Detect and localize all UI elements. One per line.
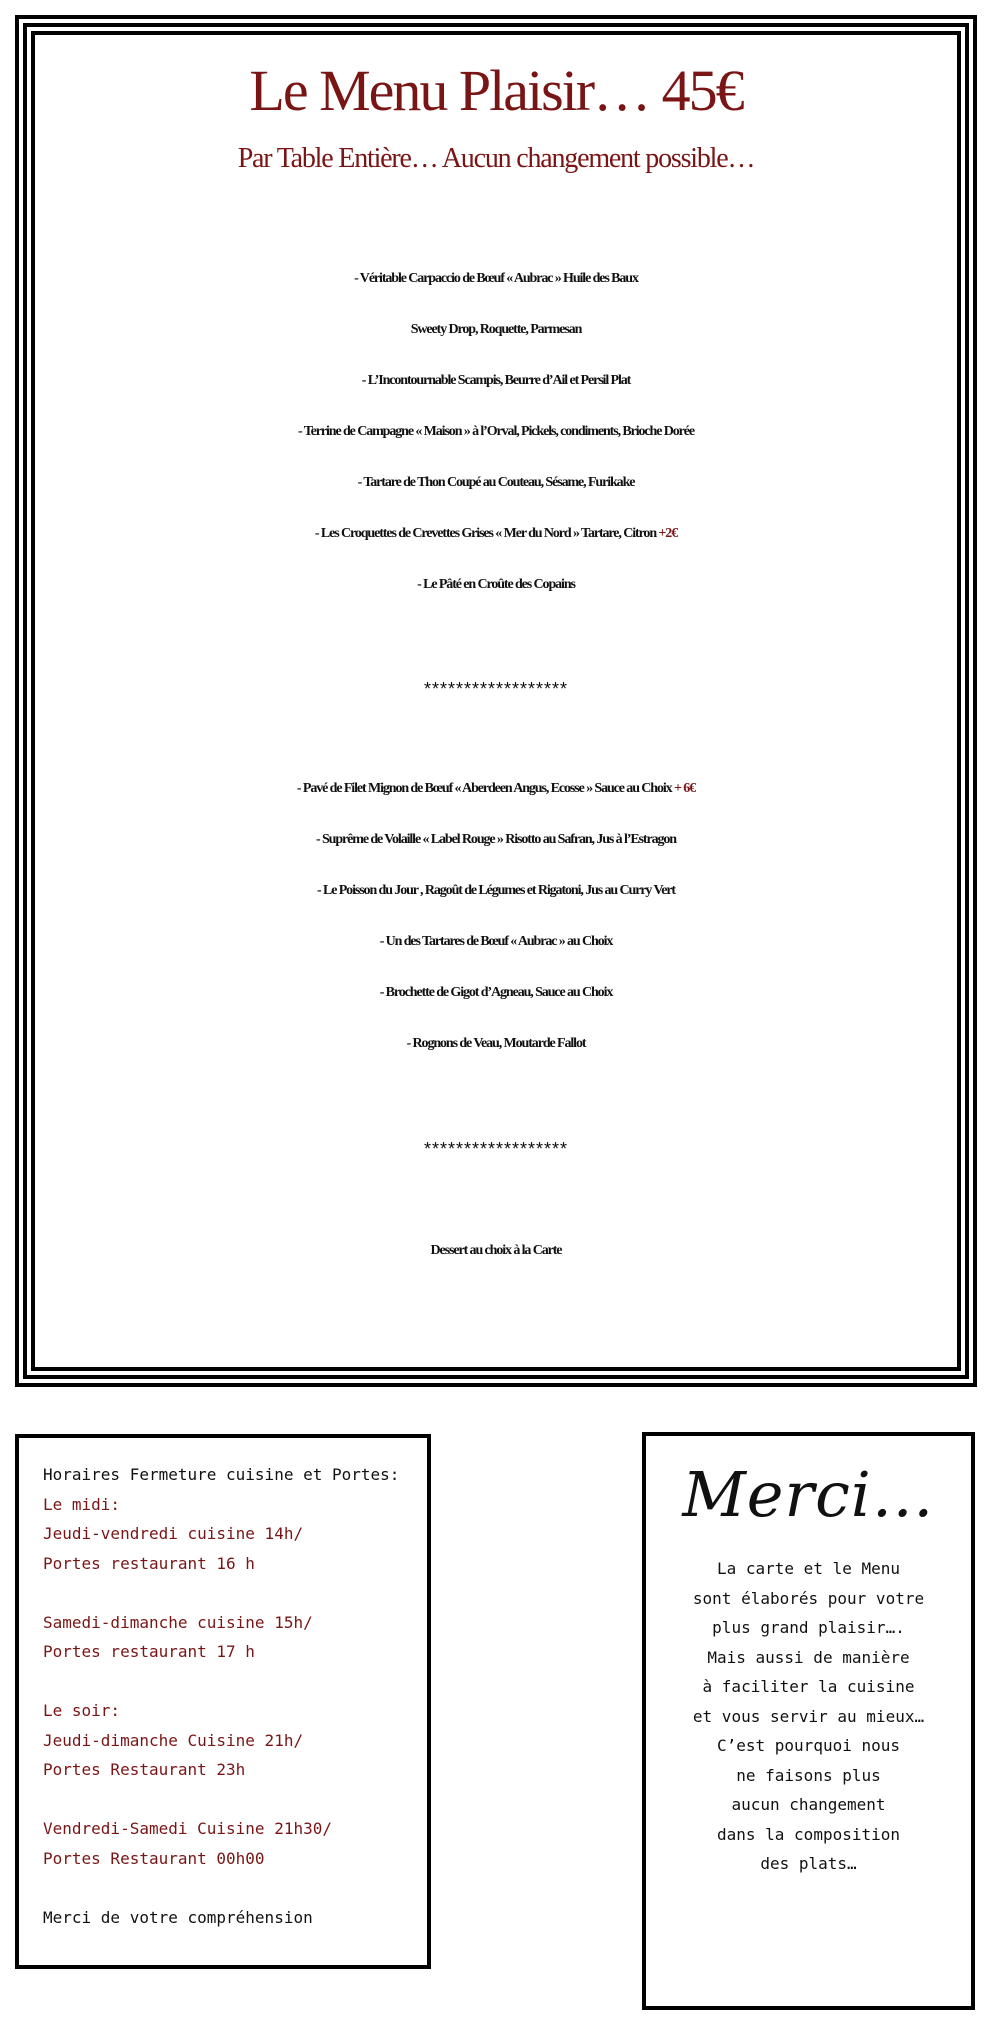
merci-line: des plats… bbox=[760, 1854, 857, 1873]
lunch-label: Le midi: bbox=[43, 1494, 121, 1514]
dessert-line: Dessert au choix à la Carte bbox=[430, 1243, 562, 1258]
section-separator: ****************** bbox=[423, 679, 569, 699]
menu-frame-middle bbox=[23, 23, 969, 1379]
main-item: - Pavé de Filet Mignon de Bœuf « Aberdeen Angus, Ecosse » Sauce au Choix + 6€ bbox=[296, 781, 696, 796]
starter-item: - Le Pâté en Croûte des Copains bbox=[417, 577, 575, 592]
starter-item: - Terrine de Campagne « Maison » à l’Orval, Pickels, condiments, Brioche Dorée bbox=[298, 424, 694, 439]
supplement-price: + 6€ bbox=[673, 781, 696, 796]
merci-line: Mais aussi de manière bbox=[707, 1647, 910, 1667]
starter-item: - L’Incontournable Scampis, Beurre d’Ail et Persil Plat bbox=[361, 373, 631, 388]
starter-item: - Les Croquettes de Crevettes Grises « Mer du Nord » Tartare, Citron +2€ bbox=[314, 526, 678, 541]
hours-heading: Horaires Fermeture cuisine et Portes: bbox=[43, 1465, 400, 1484]
hours-line: Jeudi-vendredi cuisine 14h/ bbox=[43, 1524, 304, 1543]
merci-line: à faciliter la cuisine bbox=[702, 1677, 915, 1696]
spacer bbox=[43, 1785, 427, 1815]
merci-line: ne faisons plus bbox=[736, 1765, 881, 1785]
merci-line: et vous servir au mieux… bbox=[692, 1706, 925, 1726]
merci-message bbox=[646, 1554, 971, 1879]
main-item: - Rognons de Veau, Moutarde Fallot bbox=[406, 1036, 586, 1051]
hours-line: Portes Restaurant 00h00 bbox=[43, 1848, 265, 1868]
spacer bbox=[43, 1578, 427, 1608]
spacer bbox=[43, 1873, 427, 1903]
merci-title: Merci… bbox=[682, 1458, 935, 1531]
main-item: - Le Poisson du Jour , Ragoût de Légumes et Rigatoni, Jus au Curry Vert bbox=[317, 883, 675, 898]
merci-line: plus grand plaisir…. bbox=[712, 1618, 905, 1637]
merci-line: La carte et le Menu bbox=[716, 1559, 901, 1578]
hours-line: Vendredi-Samedi Cuisine 21h30/ bbox=[43, 1819, 332, 1838]
thank-you-box bbox=[642, 1432, 975, 2010]
merci-line: sont élaborés pour votre bbox=[692, 1588, 925, 1608]
hours-line: Samedi-dimanche cuisine 15h/ bbox=[43, 1612, 313, 1632]
opening-hours-box bbox=[15, 1434, 431, 1969]
starter-item: - Tartare de Thon Coupé au Couteau, Sésame, Furikake bbox=[357, 475, 635, 490]
hours-line: Portes restaurant 17 h bbox=[43, 1642, 255, 1661]
menu-subtitle: Par Table Entière… Aucun changement possible… bbox=[237, 143, 755, 174]
spacer bbox=[43, 1667, 427, 1697]
starter-item: Sweety Drop, Roquette, Parmesan bbox=[410, 322, 582, 337]
starter-item: - Véritable Carpaccio de Bœuf « Aubrac » Huile des Baux bbox=[354, 271, 638, 286]
main-item: - Brochette de Gigot d’Agneau, Sauce au Choix bbox=[379, 985, 613, 1000]
hours-line: Jeudi-dimanche Cuisine 21h/ bbox=[43, 1730, 304, 1750]
menu-panel bbox=[31, 31, 961, 1371]
menu-frame bbox=[15, 15, 977, 1387]
supplement-price: +2€ bbox=[658, 526, 678, 541]
evening-label: Le soir: bbox=[43, 1701, 121, 1720]
main-item: - Suprême de Volaille « Label Rouge » Risotto au Safran, Jus à l’Estragon bbox=[316, 832, 676, 847]
merci-line: C’est pourquoi nous bbox=[716, 1736, 901, 1755]
hours-footer: Merci de votre compréhension bbox=[43, 1907, 313, 1927]
hours-line: Portes Restaurant 23h bbox=[43, 1760, 246, 1779]
main-item: - Un des Tartares de Bœuf « Aubrac » au Choix bbox=[379, 934, 613, 949]
merci-line: dans la composition bbox=[716, 1824, 901, 1844]
merci-line: aucun changement bbox=[731, 1795, 886, 1814]
menu-title: Le Menu Plaisir… 45€ bbox=[249, 58, 743, 123]
hours-line: Portes restaurant 16 h bbox=[43, 1553, 255, 1573]
section-separator: ****************** bbox=[423, 1139, 569, 1159]
